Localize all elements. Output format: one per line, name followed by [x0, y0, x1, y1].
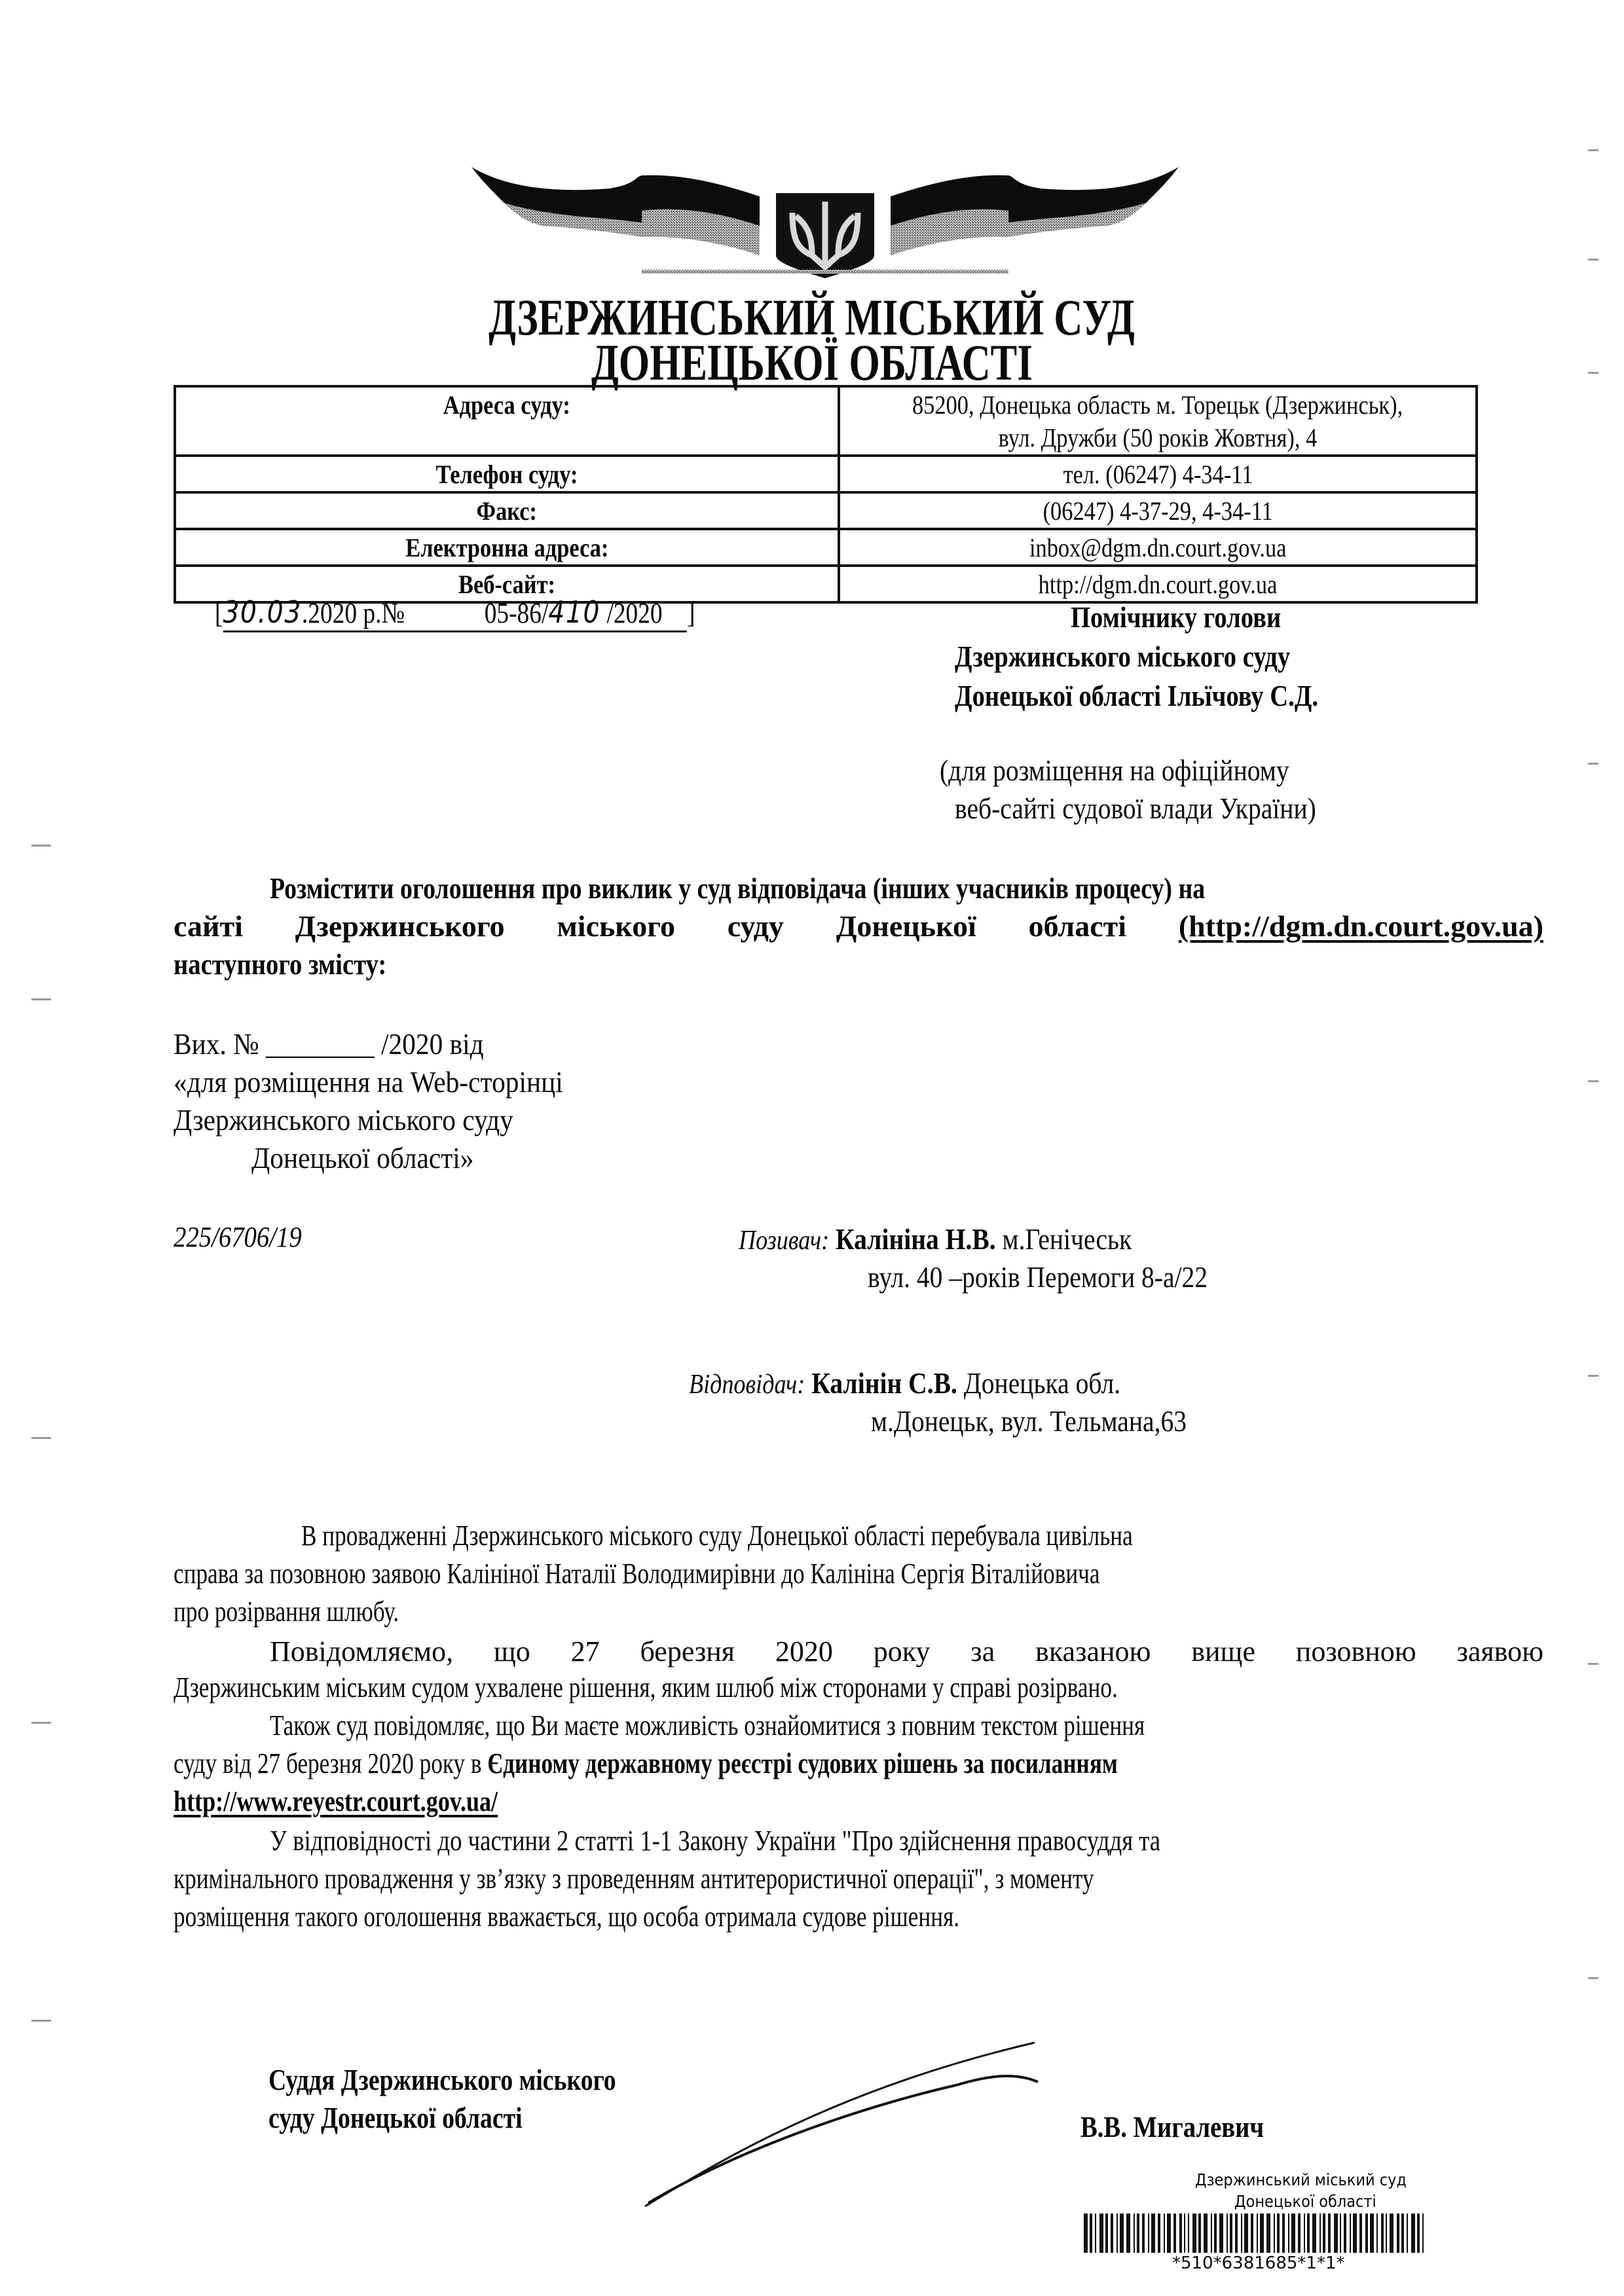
- outgoing-suffix: /2020 від: [380, 1027, 484, 1061]
- request-word: області: [1028, 909, 1127, 943]
- case-number: [174, 1220, 319, 1254]
- barcode-bar: [1111, 2214, 1113, 2253]
- barcode-bar: [1334, 2214, 1338, 2253]
- request-line2: [174, 909, 1543, 943]
- barcode-bar: [1158, 2214, 1160, 2253]
- plaintiff-name: Калініна Н.В.: [835, 1222, 996, 1256]
- court-region-text: ДОНЕЦЬКОЇ ОБЛАСТІ: [591, 334, 1033, 391]
- judge-name-text: В.В. Мигалевич: [1080, 2110, 1264, 2143]
- fax-label: Факс:: [175, 492, 839, 529]
- handwritten-date: 30.03: [223, 594, 302, 630]
- table-row-fax: [175, 492, 1477, 529]
- barcode-bar: [1376, 2214, 1378, 2253]
- request-word: сайті: [174, 909, 243, 943]
- table-row-address: [175, 386, 1477, 456]
- barcode-bar: [1312, 2214, 1316, 2253]
- plaintiff-label: Позивач:: [739, 1226, 830, 1256]
- date-suffix: .2020 р.№: [301, 597, 405, 629]
- barcode-bar: [1090, 2214, 1092, 2253]
- body-text: Дзержинським міським судом ухвалене рішення, яким шлюб між сторонами у справі розірвано.: [174, 1671, 1118, 1704]
- number-suffix: /2020: [606, 597, 663, 629]
- barcode-bar: [1353, 2214, 1357, 2253]
- court-title-line2: [0, 334, 1624, 391]
- body-text: У відповідності до частини 2 статті 1-1 Закону України "Про здійснення правосуддя та: [270, 1825, 1161, 1857]
- barcode-bar: [1151, 2214, 1155, 2253]
- barcode-bar: [1105, 2214, 1108, 2253]
- body-p3-line1: [270, 1709, 1363, 1742]
- table-row-email: [175, 529, 1477, 566]
- plaintiff-line2: [868, 1260, 1263, 1294]
- body-text: про розірвання шлюбу.: [174, 1595, 399, 1628]
- plaintiff-city: м.Генічеськ: [1002, 1222, 1132, 1256]
- barcode-bar: [1137, 2214, 1139, 2253]
- barcode-bar: [1274, 2214, 1275, 2253]
- court-title-text: ДЗЕРЖИНСЬКИЙ МІСЬКИЙ СУД: [489, 289, 1135, 346]
- judge-name: [1080, 2109, 1299, 2144]
- placement-note-line1: [940, 753, 1346, 788]
- barcode-bar: [1179, 2214, 1182, 2253]
- barcode-bar: [1095, 2214, 1096, 2253]
- ukraine-trident-emblem-icon: [445, 151, 1205, 282]
- phone-value: тел. (06247) 4-34-11: [839, 456, 1477, 492]
- body-p1-line3: [174, 1595, 455, 1628]
- judge-title-text1: Суддя Дзержинського міського: [268, 2063, 616, 2096]
- body-text: розміщення такого оголошення вважається, що особа отримала судове рішення.: [174, 1901, 960, 1933]
- outgoing-line3: [174, 1102, 551, 1137]
- outgoing-number-line: [174, 1027, 518, 1061]
- body-text: Також суд повідомляє, що Ви маєте можливість ознайомитися з повним текстом рішення: [270, 1709, 1145, 1741]
- table-row-phone: [175, 456, 1477, 492]
- request-word: Донецької: [836, 909, 976, 943]
- barcode-bar: [1277, 2214, 1280, 2253]
- fax-value: (06247) 4-37-29, 4-34-11: [839, 492, 1477, 529]
- signature-title-line2: [268, 2100, 578, 2135]
- defendant-line2: [871, 1404, 1238, 1438]
- body-text: кримінального провадження у зв’язку з проведенням антитерористичної операції", з моменту: [174, 1863, 1094, 1895]
- barcode-bar: [1184, 2214, 1185, 2253]
- recipient-court: Дзержинського міського суду: [955, 640, 1291, 673]
- plaintiff-line1: [739, 1222, 1196, 1256]
- barcode-bar: [1219, 2214, 1223, 2253]
- barcode-bar: [1417, 2214, 1420, 2253]
- scan-artifact: [1588, 149, 1598, 151]
- recipient-name: Донецької області Ільїчову С.Д.: [955, 679, 1319, 712]
- phone-label: Телефон суду:: [175, 456, 839, 492]
- scan-artifact: [1588, 1080, 1598, 1082]
- barcode-bar: [1134, 2214, 1135, 2253]
- barcode-bar: [1397, 2214, 1399, 2253]
- outgoing-prefix: Вих. №: [174, 1027, 259, 1061]
- recipient-line1: [1071, 600, 1321, 634]
- recipient-title: Помічнику голови: [1071, 600, 1282, 634]
- barcode-bar: [1099, 2214, 1103, 2253]
- defendant-region: Донецька обл.: [963, 1366, 1121, 1400]
- barcode-bar: [1120, 2214, 1124, 2253]
- body-p3-line2: [174, 1747, 1354, 1780]
- body-p4-line2: [174, 1862, 1324, 1895]
- request-line1: [270, 871, 1407, 905]
- barcode-bar: [1307, 2214, 1310, 2253]
- barcode-bar: [1323, 2214, 1325, 2253]
- registry-name: Єдиному державному реєстрі судових рішень за посиланням: [487, 1747, 1118, 1779]
- number-prefix: 05-86/: [484, 597, 549, 629]
- barcode-bar: [1411, 2214, 1415, 2253]
- barcode-bar: [1359, 2214, 1362, 2253]
- handwritten-number: 410: [548, 594, 601, 630]
- barcode-bar: [1235, 2214, 1238, 2253]
- barcode-bar: [1266, 2214, 1270, 2253]
- barcode-text: [1172, 2253, 1345, 2273]
- barcode-bar: [1116, 2214, 1118, 2253]
- barcode-bar: [1365, 2214, 1368, 2253]
- barcode-bar: [1167, 2214, 1171, 2253]
- barcode-bar: [1198, 2214, 1201, 2253]
- stamp-text1: Дзержинський міський суд: [1195, 2170, 1407, 2189]
- barcode-bar: [1407, 2214, 1408, 2253]
- body-text: справа за позовною заявою Калініної Наталії Володимирівни до Калініна Сергія Віталійовича: [174, 1558, 1100, 1590]
- body-text: Повідомляємо, що 27 березня 2020 року за вказаною вище позовною заявою: [270, 1635, 1543, 1667]
- body-p4-line3: [174, 1900, 1156, 1933]
- placement-note-text1: (для розміщення на офіційному: [940, 754, 1289, 787]
- barcode-bar: [1298, 2214, 1301, 2253]
- barcode-bar: [1214, 2214, 1217, 2253]
- request-word: міського: [557, 909, 675, 943]
- defendant-address: м.Донецьк, вул. Тельмана,63: [871, 1404, 1187, 1438]
- court-contact-table: [174, 385, 1478, 604]
- recipient-line3: [955, 678, 1388, 713]
- registry-link[interactable]: http://www.reyestr.court.gov.ua/: [174, 1785, 498, 1817]
- body-p2-line1: [174, 1633, 1543, 1671]
- barcode-bar: [1241, 2214, 1242, 2253]
- website-value[interactable]: http://dgm.dn.court.gov.ua: [839, 566, 1477, 602]
- stamp-line2: [1234, 2192, 1392, 2211]
- barcode-bar: [1340, 2214, 1341, 2253]
- barcode-bar: [1204, 2214, 1208, 2253]
- defendant-label: Відповідач:: [689, 1370, 805, 1400]
- website-label: Веб-сайт:: [175, 566, 839, 602]
- body-text: В провадженні Дзержинського міського суду Донецької області перебувала цивільна: [301, 1520, 1133, 1552]
- barcode-bar: [1211, 2214, 1212, 2253]
- outgoing-text2: «для розміщення на Web-сторінці: [174, 1065, 563, 1099]
- barcode-bar: [1328, 2214, 1331, 2253]
- barcode-number: *510*6381685*1*1*: [1172, 2253, 1345, 2273]
- barcode-bar: [1244, 2214, 1248, 2253]
- body-p3-link-line: [174, 1785, 569, 1818]
- request-text3: наступного змісту:: [174, 947, 387, 981]
- body-p2-line2: [174, 1671, 1354, 1704]
- scan-artifact: [31, 1437, 51, 1439]
- barcode-bar: [1164, 2214, 1165, 2253]
- scan-artifact: [1588, 763, 1598, 765]
- barcode-bar: [1282, 2214, 1285, 2253]
- scan-artifact: [31, 998, 51, 1000]
- court-website-link[interactable]: (http://dgm.dn.court.gov.ua): [1178, 909, 1543, 943]
- judge-title-text2: суду Донецької області: [268, 2101, 523, 2134]
- reference-date: [223, 594, 687, 632]
- outgoing-line2: [174, 1065, 606, 1099]
- request-line3: [174, 947, 427, 981]
- scan-artifact: [1588, 1663, 1598, 1665]
- body-p4-line1: [270, 1824, 1337, 1857]
- barcode-bar: [1381, 2214, 1384, 2253]
- barcode-bar: [1386, 2214, 1387, 2253]
- barcode-bar: [1401, 2214, 1404, 2253]
- email-value[interactable]: inbox@dgm.dn.court.gov.ua: [839, 529, 1477, 566]
- handwritten-signature-icon: [622, 2010, 1080, 2213]
- placement-note-text2: веб-сайті судової влади України): [955, 792, 1316, 825]
- barcode-bar: [1227, 2214, 1228, 2253]
- outgoing-text4: Донецької області»: [251, 1141, 474, 1175]
- outgoing-line4: [251, 1140, 498, 1175]
- scan-artifact: [1588, 1977, 1598, 1979]
- defendant-name: Калінін С.В.: [811, 1366, 957, 1400]
- barcode-bar: [1251, 2214, 1253, 2253]
- defendant-line1: [689, 1366, 1190, 1400]
- scan-artifact: [1588, 1375, 1598, 1377]
- outgoing-reference: [215, 594, 780, 630]
- bracket-close: ]: [687, 597, 695, 629]
- address-value: 85200, Донецька область м. Торецьк (Дзержинськ), вул. Дружби (50 років Жовтня), 4: [839, 386, 1477, 456]
- barcode-bar: [1188, 2214, 1189, 2253]
- barcode-bar: [1230, 2214, 1232, 2253]
- barcode-bar: [1192, 2214, 1196, 2253]
- request-text1: Розмістити оголошення про виклик у суд відповідача (інших учасників процесу) на: [270, 871, 1206, 905]
- case-number-text: 225/6706/19: [174, 1221, 302, 1253]
- barcode-bar: [1344, 2214, 1346, 2253]
- stamp-text2: Донецької області: [1234, 2192, 1376, 2211]
- scan-artifact: [31, 845, 51, 847]
- plaintiff-address: вул. 40 –років Перемоги 8-а/22: [868, 1260, 1208, 1294]
- placement-note-line2: [955, 791, 1375, 826]
- outgoing-text3: Дзержинського міського суду: [174, 1103, 513, 1137]
- body-text: суду від 27 березня 2020 року в: [174, 1747, 488, 1779]
- barcode-bar: [1142, 2214, 1145, 2253]
- outgoing-blank: ________: [266, 1027, 375, 1061]
- barcode-bar: [1257, 2214, 1258, 2253]
- scan-artifact: [31, 1722, 51, 1724]
- barcode-bar: [1148, 2214, 1149, 2253]
- scan-artifact: [31, 2020, 51, 2022]
- barcode-bar: [1288, 2214, 1289, 2253]
- barcode-bar: [1260, 2214, 1264, 2253]
- barcode-bar: [1320, 2214, 1321, 2253]
- email-label: Електронна адреса:: [175, 529, 839, 566]
- barcode-bar: [1126, 2214, 1130, 2253]
- barcode-bar: [1084, 2214, 1088, 2253]
- barcode-bar: [1173, 2214, 1176, 2253]
- address-label: Адреса суду:: [175, 386, 839, 456]
- body-p1-line2: [174, 1557, 1331, 1590]
- request-word: суду: [727, 909, 784, 943]
- barcode-bar: [1304, 2214, 1305, 2253]
- scan-artifact: [1588, 259, 1598, 261]
- stamp-line1: [1195, 2170, 1430, 2189]
- barcode-bar: [1350, 2214, 1351, 2253]
- recipient-line2: [955, 639, 1354, 674]
- request-word: Дзержинського: [295, 909, 505, 943]
- barcode: [1084, 2214, 1542, 2253]
- body-p1-line1: [301, 1519, 1340, 1552]
- barcode-bar: [1422, 2214, 1424, 2253]
- barcode-bar: [1390, 2214, 1393, 2253]
- barcode-bar: [1370, 2214, 1374, 2253]
- barcode-bar: [1291, 2214, 1295, 2253]
- bracket-open: [: [215, 597, 223, 629]
